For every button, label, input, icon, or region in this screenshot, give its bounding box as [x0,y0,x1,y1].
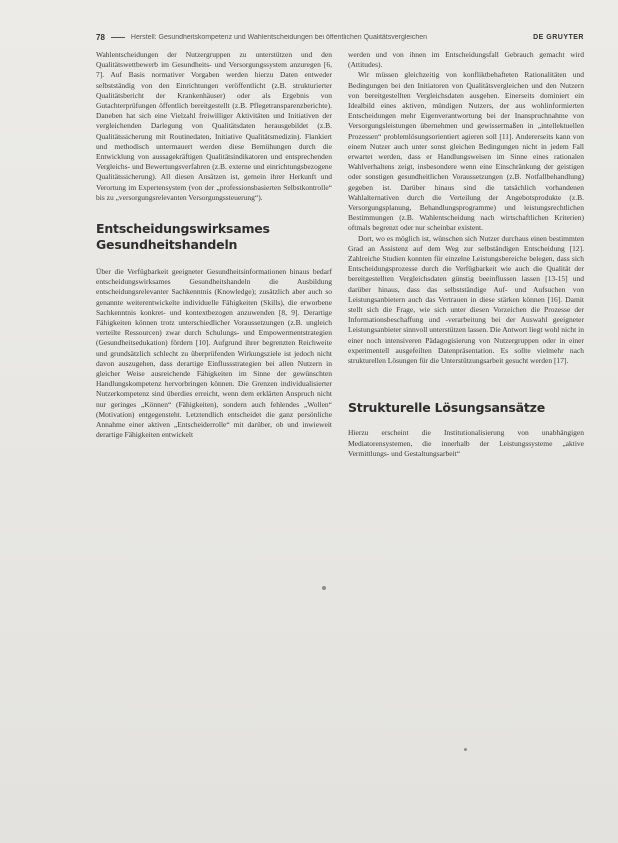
left-column [96,50,332,441]
scan-dot-mark [322,586,326,590]
left-intro-paragraph: Wahlentscheidungen der Nutzergruppen zu unterstützen und den Qualitätswettbewerb im Gesundheits- und Versorgungssystem anzuregen [6, 7]. Auf Basis normativer Vorgaben werden hierzu Daten entweder selbstständig von den Einrichtungen veröffentlicht (z.B. strukturierter Qualitätsbericht der Krankenhäuser) oder als Ergebnis von Gutachterprüfungen öffentlich bereitgestellt (z.B. Pflegetransparenzberichte). Daneben hat sich eine Vielzahl freiwilliger Aktivitäten und Initiativen der vergleichenden Darlegung von Qualitätsdaten herausgebildet (z.B. Qualitätssicherung mit Routinedaten, Initiative Qualitätsmedizin). Flankiert und methodisch untermauert werden diese Bemühungen durch die Entwicklung von aussagekräftigen Qualitätsindikatoren und entsprechenden Vergleichs- und Bewertungsverfahren (z.B. externe und einrichtungsbezogene Qualitätssicherung). All diesen Ansätzen ist, gemein ihrer Herkunft und Verortung im Expertensystem (von der „professionsbasierten Selbstkontrolle“ bis zu „versorgungsrelevanten Versorgungssteuerung“). [96,50,332,202]
right-column [348,50,584,459]
page-number: 78 [96,32,105,42]
running-head-title: Herstell: Gesundheitskompetenz und Wahlentscheidungen bei öffentlichen Qualitätsvergleichen [130,33,428,41]
right-paragraph-2: Wir müssen gleichzeitig von konfliktbehafteten Rationalitäten und Bedingungen bei den Initiatoren von Qualitätsvergleichen und den Nutzern von bereitgestellten Vergleichsdaten ausgehen. Einerseits dominiert ein Idealbild eines aktiven, mündigen Nutzers, der aus wohlinformierten Entscheidungen mehr Eigenverantwortung bei der Inanspruchnahme von Versorgungsleistungen übernehmen und gewissermaßen in „intellektuellen Prozessen“ problemlösungsorientiert agieren soll [11]. Andererseits kann von einem Nutzer auch unter sonst gleichen Bedingungen nicht in jedem Fall erwartet werden, dass er Handlungsweisen im Sinne eines rationalen Wahlverhaltens zeigt, insbesondere wenn eine Einschränkung der geistigen oder sonstigen gesundheitlichen Voraussetzungen (z.B. Notfallbehandlung) gegeben ist. Darüber hinaus sind die tatsächlich vorhandenen Wahlalternativen durch die Verteilung der Angebotsprodukte (z.B. Versorgungsplanung, Behandlungsprogramme) und leistungsrechtlichen Bestimmungen (z.B. Wahlentscheidung nach wirtschaftlichen Kriterien) oftmals begrenzt oder nur scheinbar existent. [348,70,584,233]
scan-dot-mark [464,748,467,751]
header-dash [111,37,125,38]
right-paragraph-1: werden und von ihnen im Entscheidungsfall Gebrauch gemacht wird (Attitudes). [348,50,584,70]
running-head [96,30,584,44]
section-heading-decision: Entscheidungswirksames Gesundheitshandeln [96,221,270,253]
right-paragraph-4: Hierzu erscheint die Institutionalisierung von unabhängigen Mediatorensystemen, die innerhalb der Leistungssysteme „aktive Vermittlungs- und Gestaltungsarbeit“ [348,428,584,458]
section-heading-structural: Strukturelle Lösungsansätze [348,400,545,416]
publisher-name: DE GRUYTER [533,33,584,41]
right-paragraph-3: Dort, wo es möglich ist, wünschen sich Nutzer durchaus einen bestimmten Grad an Assistenz auf dem Weg zur selbständigen Entscheidung [12]. Zahlreiche Studien konnten für einzelne Leistungsbereiche belegen, dass sich Entscheidungsprozesse durch die Verfügbarkeit wie auch die Qualität der bereitgestellten Vergleichsdaten günstig beeinflussen lassen [13-15] und darüber hinaus, dass das selbstständige Auf- und Aufsuchen von Leistungsanbietern auch das Vertrauen in diese stärken können [16]. Damit stellt sich die Frage, wie sich unter diesen Vorzeichen die Prozesse der Informationsbeschaffung und -verarbeitung bei der Auswahl geeigneter Leistungsanbieter sinnvoll unterstützen lassen. Die Antwort liegt wohl nicht in einer noch intensiveren Pädagogisierung von Nutzergruppen oder in einer experimentell ausgefeilten Datenpräsentation. Es sollte vielmehr nach strukturellen Lösungen für die Unterstützungsarbeit gesucht werden [17]. [348,233,584,366]
left-paragraph-1: Über die Verfügbarkeit geeigneter Gesundheitsinformationen hinaus bedarf entscheidungswirksames Gesundheitshandeln die Ausbildung entscheidungsrelevanter Sachkenntnis (Knowledge); zusätzlich aber auch so genannte weiterentwickelte individuelle Fähigkeiten (Skills), die erworbene Sachkenntnis konkret- und kontextbezogen anzuwenden [8, 9]. Derartige Fähigkeiten können trotz unterschiedlicher Voraussetzungen (z.B. ungleich verteilte Ressourcen) zwar durch Schulungs- und Empowermentstrategien (Gesundheitsedukation) fördern [10]. Aufgrund ihrer begrenzten Reichweite und grundsätzlich schlecht zu überprüfenden Wirkungsziele ist jedoch nicht davon auszugehen, dass derartige Einflussstrategien bei allen Nutzern in gleicher Weise ausreichende Fähigkeiten im Sinne der gewünschten Handlungskompetenz hervorbringen können. Die Grenzen individualisierter Nutzerkompetenz sind überdies erreicht, wenn dem erklärten Anspruch nicht nur geringes „Können“ (Fähigkeiten), sondern auch fehlendes „Wollen“ (Motivation) entgegensteht. Letztendlich entscheidet die ganz persönliche Annahme einer aktiven „Entscheiderrolle“ mit darüber, ob und inwieweit derartige Fähigkeiten entwickelt [96,267,332,440]
